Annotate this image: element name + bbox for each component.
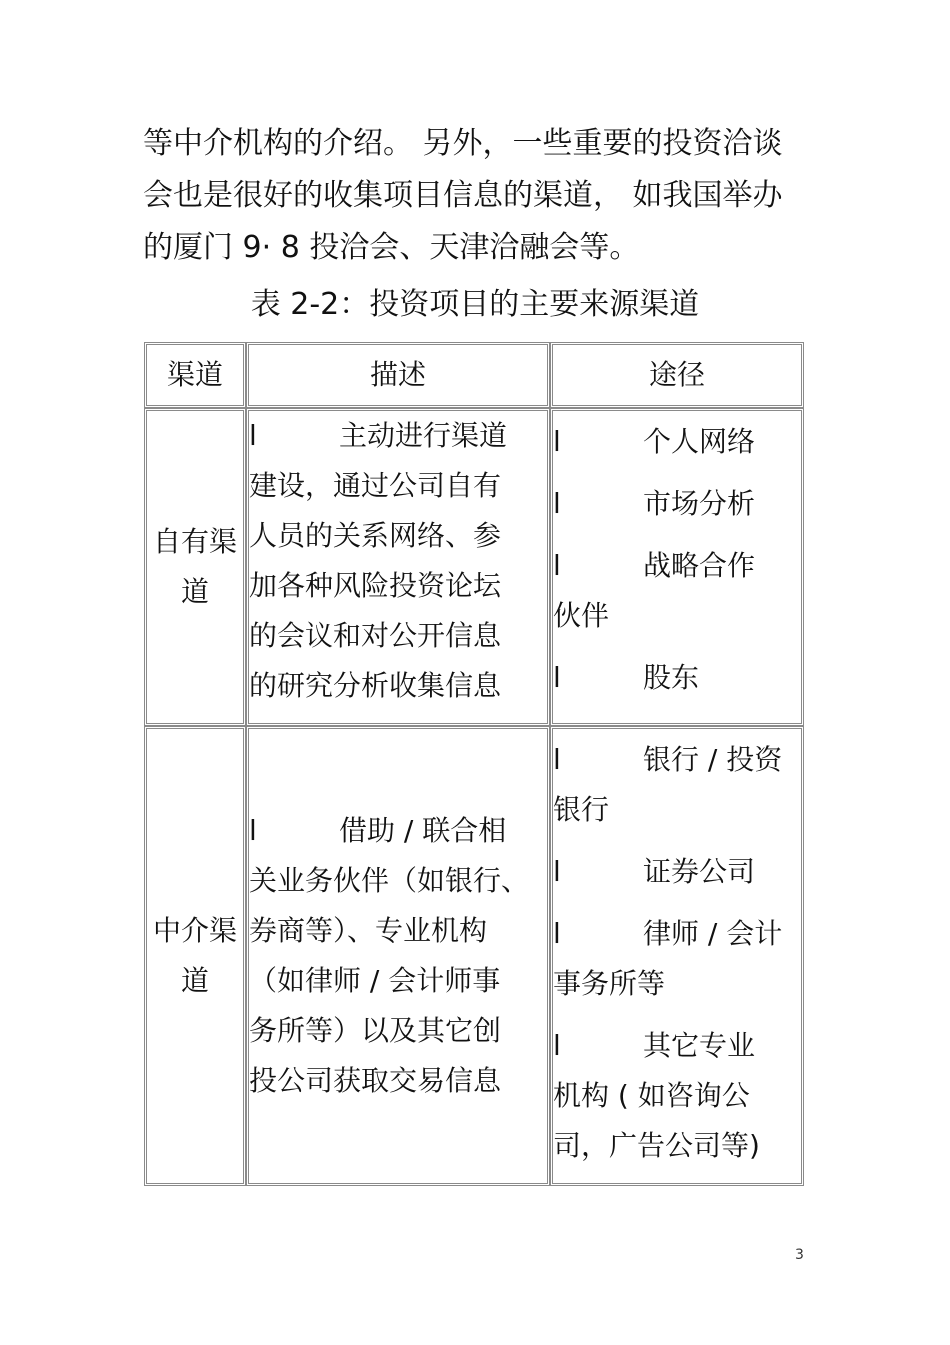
page-number: 3 [795, 1247, 804, 1263]
bullet-icon: l [553, 917, 561, 950]
description-line: 人员的关系网络、参 [249, 519, 502, 552]
channel-line: 道 [180, 575, 209, 608]
way-item: l 其它专业 机构 ( 如咨询公 司，广告公司等) [553, 1021, 801, 1171]
way-item: l 股东 [553, 653, 801, 703]
channel-line: 道 [180, 964, 209, 997]
description-line: 的会议和对公开信息 [249, 619, 502, 652]
body-paragraph [143, 118, 823, 274]
table-row [144, 408, 804, 726]
description-line: 主动进行渠道 [339, 419, 508, 452]
description-line: 建设，通过公司自有 [249, 469, 502, 502]
way-item: l 市场分析 [553, 479, 801, 529]
description-line: 投公司获取交易信息 [249, 1064, 502, 1097]
way-item: l 律师 / 会计 事务所等 [553, 909, 801, 1009]
table-caption: 表 2-2：投资项目的主要来源渠道 [250, 287, 700, 322]
description-line: （如律师 / 会计师事 [249, 964, 501, 997]
paragraph-line: 的厦门 9· 8 投洽会、天津洽融会等。 [143, 230, 640, 265]
header-channel: 渠道 [144, 342, 246, 408]
description-cell [246, 726, 550, 1186]
description-line: 的研究分析收集信息 [249, 669, 502, 702]
description-line: 借助 / 联合相 [339, 814, 507, 847]
way-item: l 战略合作 伙伴 [553, 541, 801, 641]
bullet-icon: l [249, 814, 257, 847]
bullet-icon: l [553, 487, 561, 520]
source-channels-table [144, 342, 804, 1186]
bullet-icon: l [553, 549, 561, 582]
bullet-icon: l [553, 1029, 561, 1062]
table-row [144, 726, 804, 1186]
bullet-icon: l [249, 419, 257, 452]
table-header-row [144, 342, 804, 408]
bullet-icon: l [553, 661, 561, 694]
channel-cell [144, 408, 246, 726]
header-ways: 途径 [550, 342, 804, 408]
bullet-icon: l [553, 425, 561, 458]
description-line: 务所等）以及其它创 [249, 1014, 502, 1047]
description-line: 券商等）、专业机构 [249, 914, 488, 947]
description-line: 加各种风险投资论坛 [249, 569, 502, 602]
bullet-icon: l [553, 855, 561, 888]
way-item: l 银行 / 投资 银行 [553, 735, 801, 835]
header-description: 描述 [246, 342, 550, 408]
description-cell [246, 408, 550, 726]
bullet-icon: l [553, 743, 561, 776]
description-line: 关业务伙伴（如银行、 [249, 864, 530, 897]
channel-cell [144, 726, 246, 1186]
ways-cell [550, 726, 804, 1186]
ways-cell [550, 408, 804, 726]
channel-line: 中介渠 [152, 914, 237, 947]
paragraph-line: 会也是很好的收集项目信息的渠道， 如我国举办 [143, 178, 783, 213]
paragraph-line: 等中介机构的介绍。 另外，一些重要的投资洽谈 [143, 126, 783, 161]
way-item: l 个人网络 [553, 417, 801, 467]
channel-line: 自有渠 [152, 525, 237, 558]
way-item: l 证券公司 [553, 847, 801, 897]
